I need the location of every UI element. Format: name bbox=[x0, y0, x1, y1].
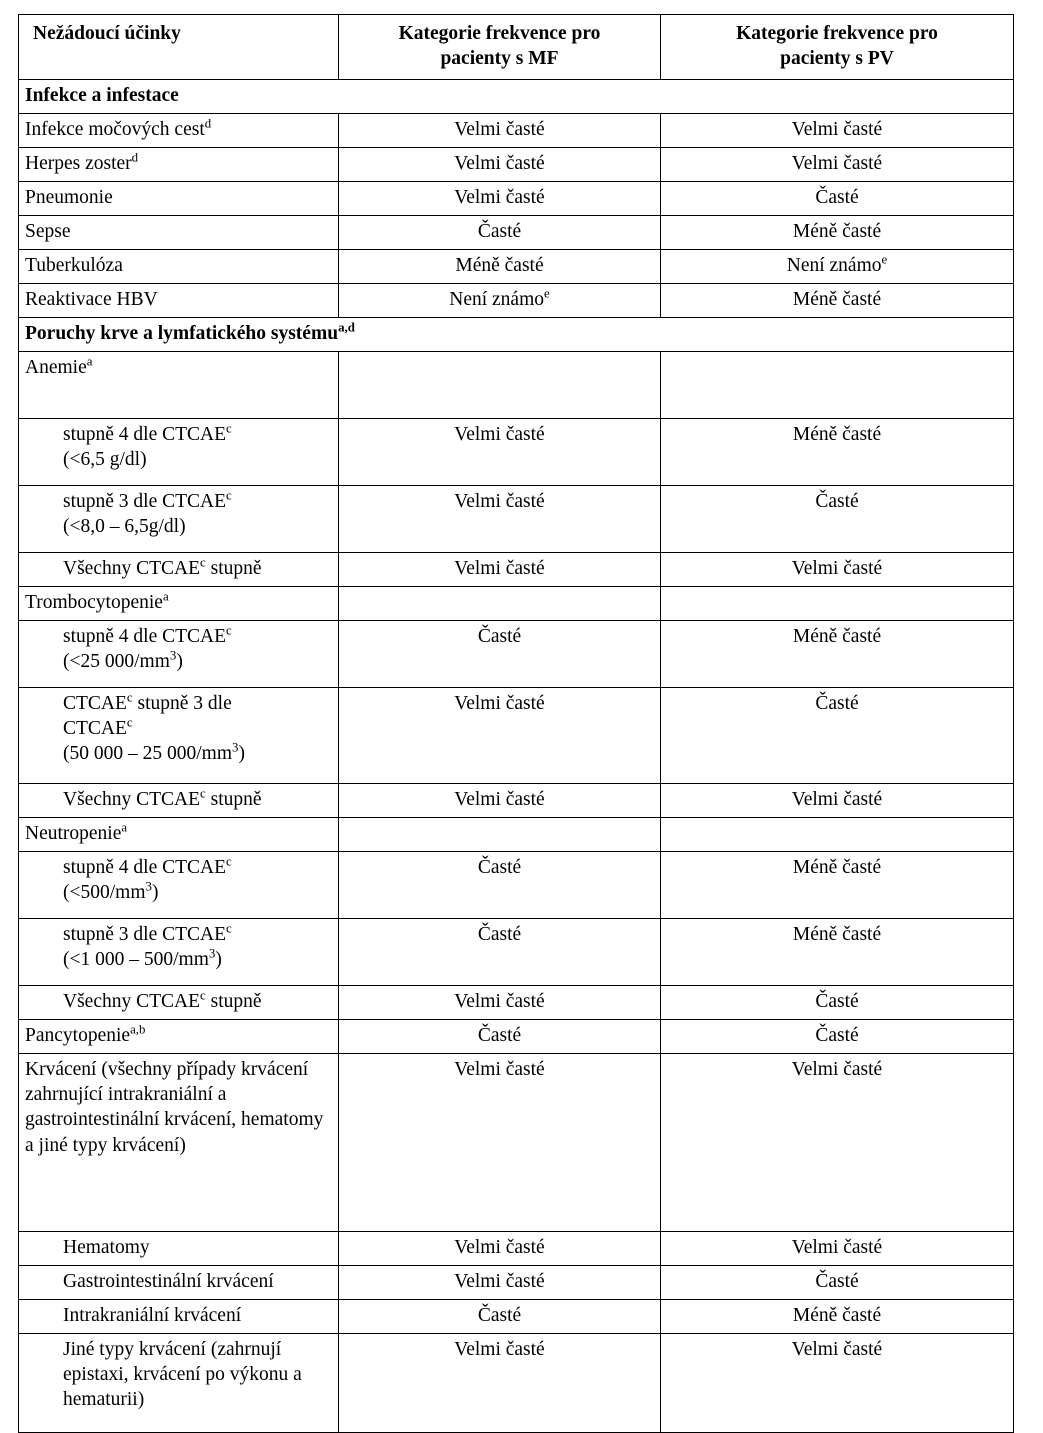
adverse-effect-name bbox=[19, 485, 339, 552]
adverse-effect-label: stupně 4 dle CTCAE bbox=[63, 423, 227, 445]
table-row bbox=[19, 147, 1014, 181]
frequency-pv: Méně časté bbox=[661, 851, 1014, 918]
frequency-pv bbox=[661, 249, 1014, 283]
adverse-effect-name bbox=[19, 351, 339, 418]
adverse-effect-label-tail: stupně 3 dle bbox=[132, 692, 232, 714]
frequency-mf bbox=[339, 817, 661, 851]
column-header-adverse-effects: Nežádoucí účinky bbox=[19, 15, 339, 80]
adverse-effect-name bbox=[19, 418, 339, 485]
frequency-mf: Časté bbox=[339, 1019, 661, 1053]
frequency-pv: Časté bbox=[661, 985, 1014, 1019]
exponent: 3 bbox=[145, 879, 152, 894]
section-title-infections: Infekce a infestace bbox=[19, 79, 1014, 113]
adverse-effect-detail: (<8,0 – 6,5g/dl) bbox=[63, 516, 186, 538]
adverse-effect-name: Gastrointestinální krvácení bbox=[19, 1265, 339, 1299]
frequency-mf: Časté bbox=[339, 1299, 661, 1333]
column-header-frequency-pv bbox=[661, 15, 1014, 80]
frequency-pv: Méně časté bbox=[661, 283, 1014, 317]
frequency-pv: Časté bbox=[661, 485, 1014, 552]
adverse-effect-label-tail: stupně bbox=[205, 788, 262, 810]
adverse-effect-name bbox=[19, 687, 339, 783]
frequency-pv: Velmi časté bbox=[661, 783, 1014, 817]
footnote-marker: d bbox=[204, 116, 212, 131]
adverse-effect-label-tail: stupně bbox=[205, 557, 262, 579]
adverse-effect-label: Všechny CTCAE bbox=[63, 990, 201, 1012]
table-row bbox=[19, 215, 1014, 249]
column-header-frequency-mf-line2: pacienty s MF bbox=[440, 48, 559, 70]
frequency-pv bbox=[661, 351, 1014, 418]
adverse-effect-name bbox=[19, 586, 339, 620]
frequency-pv: Méně časté bbox=[661, 1299, 1014, 1333]
frequency-pv: Méně časté bbox=[661, 418, 1014, 485]
frequency-pv: Méně časté bbox=[661, 620, 1014, 687]
footnote-marker: a bbox=[121, 820, 128, 835]
adverse-effect-label: stupně 3 dle CTCAE bbox=[63, 490, 227, 512]
frequency-mf: Časté bbox=[339, 215, 661, 249]
adverse-effect-label: CTCAE bbox=[63, 692, 127, 714]
column-header-frequency-pv-line2: pacienty s PV bbox=[780, 48, 894, 70]
frequency-pv: Časté bbox=[661, 687, 1014, 783]
column-header-frequency-mf-line1: Kategorie frekvence pro bbox=[398, 23, 601, 44]
footnote-marker: c bbox=[226, 421, 232, 436]
adverse-effect-name bbox=[19, 147, 339, 181]
footnote-marker: c bbox=[126, 690, 133, 705]
table-row bbox=[19, 181, 1014, 215]
section-header-row bbox=[19, 317, 1014, 351]
table-row bbox=[19, 485, 1014, 552]
footnote-marker: c bbox=[226, 854, 232, 869]
adverse-effect-name bbox=[19, 851, 339, 918]
footnote-marker: a bbox=[86, 354, 93, 369]
adverse-effect-name bbox=[19, 552, 339, 586]
frequency-mf: Velmi časté bbox=[339, 552, 661, 586]
table-row bbox=[19, 1053, 1014, 1231]
frequency-pv: Velmi časté bbox=[661, 552, 1014, 586]
footnote-marker: d bbox=[131, 150, 139, 165]
adverse-effect-name bbox=[19, 918, 339, 985]
table-row bbox=[19, 1019, 1014, 1053]
adverse-effect-name: Hematomy bbox=[19, 1231, 339, 1265]
table-row bbox=[19, 113, 1014, 147]
adverse-effect-name: Pneumonie bbox=[19, 181, 339, 215]
exponent: 3 bbox=[232, 740, 239, 755]
footnote-marker: c bbox=[226, 623, 232, 638]
footnote-marker: e bbox=[881, 252, 888, 267]
adverse-effect-name bbox=[19, 1019, 339, 1053]
frequency-pv bbox=[661, 586, 1014, 620]
frequency-pv: Méně časté bbox=[661, 215, 1014, 249]
frequency-mf: Velmi časté bbox=[339, 113, 661, 147]
frequency-mf: Méně časté bbox=[339, 249, 661, 283]
adverse-effect-name bbox=[19, 113, 339, 147]
frequency-mf: Velmi časté bbox=[339, 985, 661, 1019]
column-header-frequency-mf bbox=[339, 15, 661, 80]
adverse-effect-name bbox=[19, 985, 339, 1019]
section-title-label: Poruchy krve a lymfatického systému bbox=[25, 322, 339, 344]
adverse-effect-label: Pancytopenie bbox=[25, 1024, 131, 1046]
adverse-effect-label: Všechny CTCAE bbox=[63, 557, 201, 579]
frequency-mf: Velmi časté bbox=[339, 783, 661, 817]
adverse-effect-name: Tuberkulóza bbox=[19, 249, 339, 283]
footnote-marker: c bbox=[126, 715, 133, 730]
footnote-marker: a,d bbox=[338, 320, 355, 335]
column-header-frequency-pv-line1: Kategorie frekvence pro bbox=[736, 23, 938, 44]
table-row bbox=[19, 918, 1014, 985]
frequency-mf: Časté bbox=[339, 918, 661, 985]
table-row bbox=[19, 1333, 1014, 1432]
adverse-effect-label: Herpes zoster bbox=[25, 152, 132, 174]
adverse-effect-label: Všechny CTCAE bbox=[63, 788, 201, 810]
footnote-marker: a bbox=[162, 589, 169, 604]
frequency-pv: Velmi časté bbox=[661, 1333, 1014, 1432]
frequency-mf bbox=[339, 283, 661, 317]
adverse-effects-frequency-table bbox=[18, 14, 1014, 1433]
section-title-blood-disorders bbox=[19, 317, 1014, 351]
adverse-effect-name bbox=[19, 620, 339, 687]
exponent: 3 bbox=[169, 648, 177, 663]
frequency-pv bbox=[661, 817, 1014, 851]
footnote-marker: c bbox=[200, 786, 206, 801]
table-row bbox=[19, 851, 1014, 918]
table-row bbox=[19, 817, 1014, 851]
adverse-effect-detail: (<25 $000/mm^3$) bbox=[63, 648, 183, 673]
frequency-pv: Časté bbox=[661, 1265, 1014, 1299]
frequency-mf: Velmi časté bbox=[339, 418, 661, 485]
footnote-marker: c bbox=[200, 988, 206, 1003]
adverse-effect-detail: (<6,5 g/dl) bbox=[63, 449, 147, 471]
frequency-mf: Časté bbox=[339, 620, 661, 687]
frequency-mf: Velmi časté bbox=[339, 485, 661, 552]
frequency-pv: Velmi časté bbox=[661, 113, 1014, 147]
adverse-effect-label: Neutropenie bbox=[25, 822, 122, 844]
table-row bbox=[19, 1265, 1014, 1299]
frequency-mf: Velmi časté bbox=[339, 1265, 661, 1299]
footnote-marker: e bbox=[544, 286, 550, 301]
frequency-pv: Velmi časté bbox=[661, 147, 1014, 181]
table-header-row bbox=[19, 15, 1014, 80]
adverse-effect-label: Infekce močových cest bbox=[25, 118, 205, 140]
adverse-effect-name: Krvácení (všechny případy krvácení zahrnující intrakraniální a gastrointestinální krvácení, hematomy a jiné typy krvácení) bbox=[19, 1053, 339, 1231]
adverse-effect-name: Intrakraniální krvácení bbox=[19, 1299, 339, 1333]
frequency-mf: Velmi časté bbox=[339, 1231, 661, 1265]
frequency-mf: Velmi časté bbox=[339, 687, 661, 783]
adverse-effect-label-tail: stupně bbox=[205, 990, 262, 1012]
footnote-marker: c bbox=[200, 555, 206, 570]
frequency-pv-label: Není známo bbox=[786, 254, 882, 276]
adverse-effect-detail: $(<500/mm^3)$ bbox=[63, 879, 159, 904]
adverse-effect-label-line2: CTCAE bbox=[63, 718, 127, 740]
adverse-effect-name bbox=[19, 783, 339, 817]
table-row bbox=[19, 620, 1014, 687]
frequency-pv: Velmi časté bbox=[661, 1231, 1014, 1265]
adverse-effect-name: Sepse bbox=[19, 215, 339, 249]
table-row bbox=[19, 985, 1014, 1019]
frequency-mf: Časté bbox=[339, 851, 661, 918]
adverse-effect-label: stupně 3 dle CTCAE bbox=[63, 923, 227, 945]
section-header-row bbox=[19, 79, 1014, 113]
adverse-effect-name: Jiné typy krvácení (zahrnují epistaxi, krvácení po výkonu a hematurii) bbox=[19, 1333, 339, 1432]
adverse-effect-label: Anemie bbox=[25, 356, 87, 378]
footnote-marker: c bbox=[226, 488, 232, 503]
frequency-mf: Velmi časté bbox=[339, 181, 661, 215]
table-row bbox=[19, 783, 1014, 817]
table-row bbox=[19, 1299, 1014, 1333]
adverse-effect-label: stupně 4 dle CTCAE bbox=[63, 856, 227, 878]
frequency-mf-label: Není známo bbox=[449, 288, 545, 310]
adverse-effect-detail: (<1 $000 - 500/mm^3$) bbox=[63, 946, 222, 971]
frequency-pv: Časté bbox=[661, 1019, 1014, 1053]
frequency-mf: Velmi časté bbox=[339, 147, 661, 181]
footnote-marker: a,b bbox=[130, 1022, 146, 1037]
adverse-effect-label: Trombocytopenie bbox=[25, 591, 163, 613]
exponent: 3 bbox=[208, 946, 216, 961]
table-row bbox=[19, 586, 1014, 620]
frequency-mf bbox=[339, 586, 661, 620]
footnote-marker: c bbox=[226, 921, 232, 936]
adverse-effect-detail: (50 000 – 25 $000/mm^3$) bbox=[63, 740, 245, 765]
table-row bbox=[19, 283, 1014, 317]
frequency-pv: Časté bbox=[661, 181, 1014, 215]
frequency-pv: Velmi časté bbox=[661, 1053, 1014, 1231]
table-row bbox=[19, 249, 1014, 283]
table-row bbox=[19, 552, 1014, 586]
frequency-mf bbox=[339, 351, 661, 418]
frequency-mf: Velmi časté bbox=[339, 1053, 661, 1231]
table-row bbox=[19, 418, 1014, 485]
table-row bbox=[19, 687, 1014, 783]
frequency-pv: Méně časté bbox=[661, 918, 1014, 985]
adverse-effect-name: Reaktivace HBV bbox=[19, 283, 339, 317]
table-row bbox=[19, 351, 1014, 418]
adverse-effect-name bbox=[19, 817, 339, 851]
frequency-mf: Velmi časté bbox=[339, 1333, 661, 1432]
table-row bbox=[19, 1231, 1014, 1265]
adverse-effect-label: stupně 4 dle CTCAE bbox=[63, 625, 227, 647]
